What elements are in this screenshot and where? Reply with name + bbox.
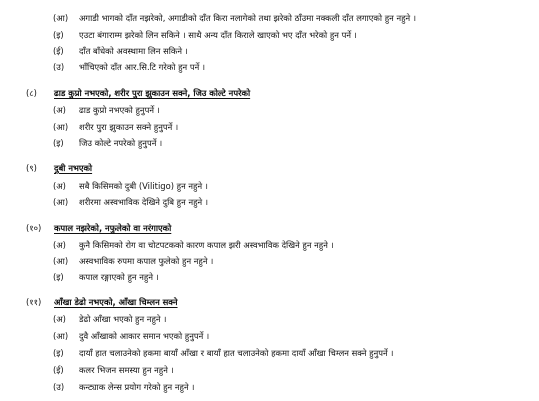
item-text: दुवै आँखाको आकार समान भएको हुनुपर्ने ।	[79, 331, 210, 341]
list-item	[53, 255, 213, 267]
item-marker: (अ)	[53, 181, 66, 191]
item-marker: (आ)	[53, 13, 69, 23]
list-item	[53, 104, 160, 116]
section-number: (१०)	[26, 223, 42, 233]
item-text: कन्ट्याक लेन्स प्रयोग गरेको हुन नहुने ।	[79, 382, 195, 392]
section-number: (८)	[26, 88, 37, 98]
item-text: शरीर पुरा झुकाउन सक्ने हुनुपर्ने ।	[79, 122, 179, 132]
section-number: (९)	[26, 163, 37, 173]
item-marker: (इ)	[53, 272, 64, 282]
item-marker: (ई)	[53, 46, 64, 56]
item-marker: (इ)	[53, 30, 64, 40]
list-item	[53, 330, 209, 342]
list-item	[53, 271, 159, 283]
list-item	[53, 381, 194, 393]
item-marker: (इ)	[53, 348, 64, 358]
list-item	[53, 121, 178, 133]
list-item	[53, 61, 205, 73]
section-number: (११)	[26, 297, 42, 307]
section-heading	[26, 222, 171, 234]
item-text: कलर भिजन समस्या हुन नहुने ।	[79, 365, 174, 375]
item-marker: (आ)	[53, 331, 69, 341]
list-item	[53, 137, 162, 149]
list-item	[53, 313, 166, 325]
item-marker: (अ)	[53, 314, 66, 324]
item-text: कुनै किसिमको रोग वा चोटपटकको कारण कपाल झरी अस्वभाविक देखिने हुन नहुने ।	[79, 240, 334, 250]
item-marker: (उ)	[53, 62, 65, 72]
item-marker: (आ)	[53, 122, 69, 132]
item-text: जिउ कोल्टे नपरेको हुनुपर्ने ।	[79, 138, 163, 148]
section-title: दुबी नभएको	[54, 163, 93, 173]
list-item	[53, 347, 393, 359]
item-marker: (उ)	[53, 382, 65, 392]
list-item	[53, 239, 334, 251]
item-text: कपाल रङ्गाएको हुन नहुने ।	[79, 272, 159, 282]
section-title: ढाड कुप्रो नभएको, शरीर पुरा झुकाउन सक्ने, जिउ कोल्टे नपरेको	[54, 88, 251, 98]
item-text: दायाँ हात चलाउनेको हकमा बायाँ आँखा र बायाँ हात चलाउनेको हकमा दायाँ आँखा चिम्लन सक्ने हुनुपर्ने ।	[79, 348, 394, 358]
item-marker: (अ)	[53, 105, 66, 115]
list-item	[53, 12, 416, 24]
list-item	[53, 364, 174, 376]
item-text: सबै किसिमको दुबी (Vilitigo) हुन नहुने ।	[79, 181, 208, 191]
list-item	[53, 196, 208, 208]
list-item	[53, 45, 188, 57]
list-item	[53, 29, 357, 41]
list-item	[53, 180, 208, 192]
item-text: ढाड कुप्रो नभएको हुनुपर्ने ।	[79, 105, 160, 115]
item-text: अस्वभाविक रुपमा कपाल फुलेको हुन नहुने ।	[79, 256, 214, 266]
item-marker: (अ)	[53, 240, 66, 250]
item-text: शरीरमा अस्वभाविक देखिने दुबि हुन नहुने ।	[79, 197, 209, 207]
item-text: भाँचिएको दाँत आर.सि.टि गरेको हुन पर्ने ।	[79, 62, 206, 72]
item-text: दाँत बाँधेको अवस्थामा लिन सकिने ।	[79, 46, 188, 56]
item-text: अगाडी भागको दाँत नझरेको, अगाडीको दाँत किरा नलागेको तथा झरेको ठाँउमा नक्कली दाँत लगाएको हुन नहुने ।	[79, 13, 417, 23]
section-heading	[26, 296, 178, 308]
section-heading	[26, 162, 92, 174]
item-marker: (इ)	[53, 138, 64, 148]
item-marker: (आ)	[53, 256, 69, 266]
section-title: कपाल नझरेको, नफुलेको वा नरंगाएको	[54, 223, 172, 233]
item-text: एउटा बंगाराम्म झरेको लिन सकिने । साथै अन्य दाँत किराले खाएको भए दाँत भरेको हुन पर्ने ।	[79, 30, 357, 40]
section-title: आँखा डेढो नभएको, आँखा चिम्लन सक्ने	[54, 297, 178, 307]
section-heading	[26, 87, 250, 99]
item-text: डेढो आँखा भएको हुन नहुने ।	[79, 314, 167, 324]
item-marker: (ई)	[53, 365, 64, 375]
item-marker: (आ)	[53, 197, 69, 207]
